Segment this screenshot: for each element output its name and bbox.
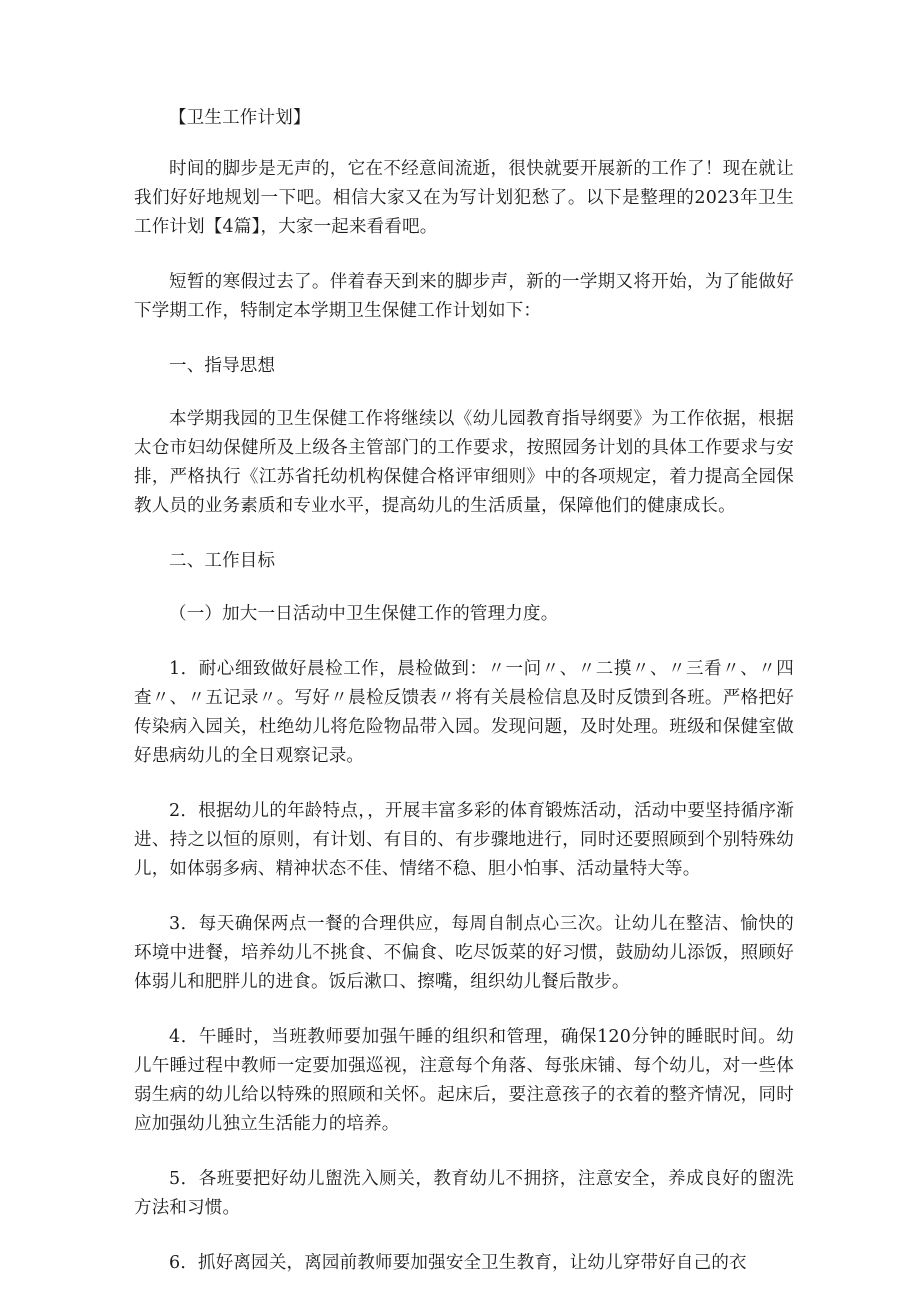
preface-paragraph: 短暂的寒假过去了。伴着春天到来的脚步声，新的一学期又将开始，为了能做好下学期工作，特制定本学期卫生保健工作计划如下： — [134, 272, 794, 321]
item-6-departure: 6．抓好离园关，离园前教师要加强安全卫生教育，让幼儿穿带好自己的衣 — [169, 1253, 747, 1273]
item-3-meals: 3．每天确保两点一餐的合理供应，每周自制点心三次。让幼儿在整洁、愉快的环境中进餐，培养幼儿不挑食、不偏食、吃尽饭菜的好习惯，鼓励幼儿添饭，照顾好体弱儿和肥胖儿的进食。饭后漱口、擦嘴，组织幼儿餐后散步。 — [134, 914, 794, 992]
subsection-heading-management: （一）加大一日活动中卫生保健工作的管理力度。 — [169, 604, 559, 624]
intro-paragraph: 时间的脚步是无声的，它在不经意间流逝，很快就要开展新的工作了！现在就让我们好好地规划一下吧。相信大家又在为写计划犯愁了。以下是整理的2023年卫生工作计划【4篇】，大家一起来看看吧。 — [134, 159, 794, 237]
item-2-physical-activity: 2．根据幼儿的年龄特点，，开展丰富多彩的体育锻炼活动，活动中要坚持循序渐进、持之以恒的原则，有计划、有目的、有步骤地进行，同时还要照顾到个别特殊幼儿，如体弱多病、精神状态不佳、情绪不稳、胆小怕事、活动量特大等。 — [134, 801, 794, 879]
document-body — [134, 104, 794, 1278]
guiding-ideology-paragraph: 本学期我园的卫生保健工作将继续以《幼儿园教育指导纲要》为工作依据，根据太仓市妇幼保健所及上级各主管部门的工作要求，按照园务计划的具体工作要求与安排，严格执行《江苏省托幼机构保健合格评审细则》中的各项规定，着力提高全园保教人员的业务素质和专业水平，提高幼儿的生活质量，保障他们的健康成长。 — [134, 409, 794, 516]
item-5-washing: 5．各班要把好幼儿盥洗入厕关，教育幼儿不拥挤，注意安全，养成良好的盥洗方法和习惯。 — [134, 1169, 794, 1218]
document-title: 【卫生工作计划】 — [169, 108, 311, 128]
section-heading-work-goals: 二、工作目标 — [169, 551, 276, 571]
item-4-nap-time: 4．午睡时，当班教师要加强午睡的组织和管理，确保120分钟的睡眠时间。幼儿午睡过程中教师一定要加强巡视，注意每个角落、每张床铺、每个幼儿，对一些体弱生病的幼儿给以特殊的照顾和关怀。起床后，要注意孩子的衣着的整齐情况，同时应加强幼儿独立生活能力的培养。 — [134, 1027, 794, 1134]
item-1-morning-check: 1．耐心细致做好晨检工作，晨检做到：〃一问〃、〃二摸〃、〃三看〃、〃四查〃、〃五记录〃。写好〃晨检反馈表〃将有关晨检信息及时反馈到各班。严格把好传染病入园关，杜绝幼儿将危险物品带入园。发现问题，及时处理。班级和保健室做好患病幼儿的全日观察记录。 — [134, 659, 794, 766]
section-heading-guiding-ideology: 一、指导思想 — [169, 356, 276, 376]
